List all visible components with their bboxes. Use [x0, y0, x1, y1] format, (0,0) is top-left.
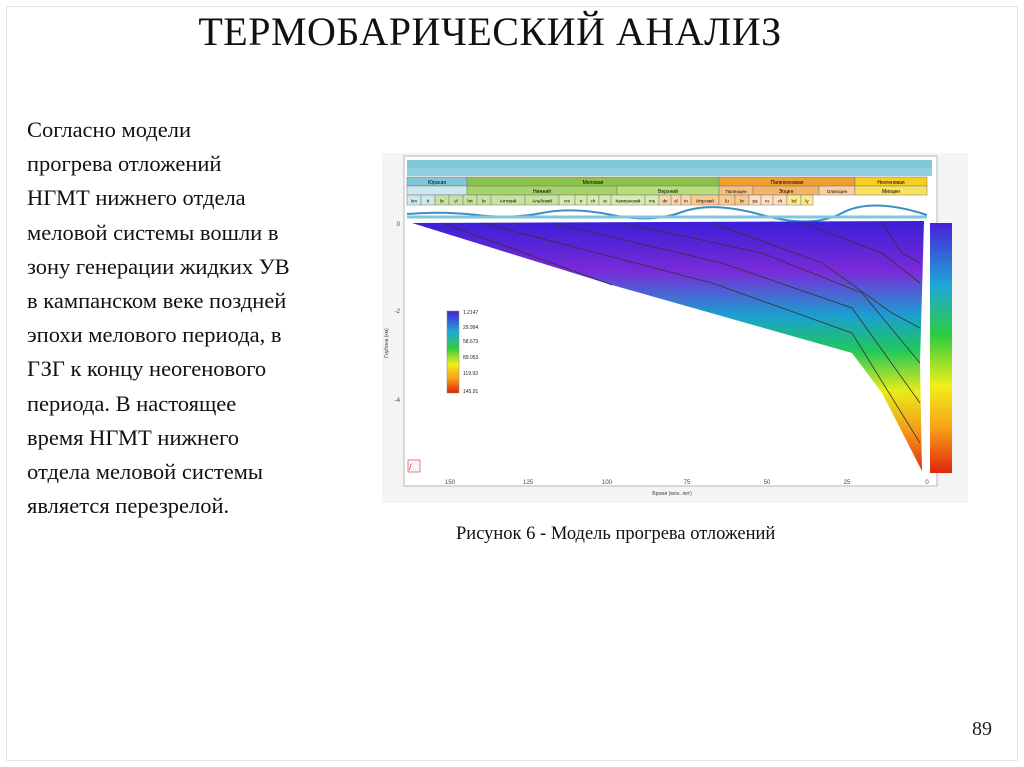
body-line: НГМТ нижнего отдела [27, 185, 246, 211]
y-tick: -4 [394, 398, 400, 404]
y-tick: -2 [394, 309, 400, 315]
strat-stage-label: sl [674, 198, 678, 204]
x-tick: 25 [843, 480, 851, 486]
body-line: в кампанском веке поздней [27, 288, 287, 314]
body-line: отдела меловой системы [27, 459, 264, 485]
strat-stage-label: tr [579, 198, 583, 204]
strat-label: Олигоцен [826, 189, 848, 194]
software-logo-glyph: / [409, 462, 412, 472]
strat-stage-label: cm [564, 198, 570, 204]
x-tick: 125 [522, 480, 534, 486]
strat-label: Меловая [582, 180, 604, 186]
page-number: 89 [972, 718, 992, 740]
body-line: является перезрелой. [27, 493, 230, 519]
strat-stage-label: ch [777, 198, 783, 204]
strat-label: Нижний [532, 189, 552, 195]
strat-label: Эоцен [778, 189, 794, 195]
strat-label: Верхний [658, 189, 678, 195]
x-tick: 50 [763, 480, 771, 486]
strat-stage-label: hrt [467, 198, 473, 204]
strat-label: Неогеновая [877, 180, 905, 186]
burial-history-chart [382, 153, 968, 503]
legend-value: 58.673 [463, 339, 479, 345]
strat-stage-label: ru [764, 198, 770, 204]
legend-value: 1.2147 [463, 310, 479, 316]
strat-stage-label: Ипрский [696, 198, 714, 204]
strat-label: Юрская [427, 180, 447, 186]
strat-stage-label: bd [791, 198, 797, 204]
y-tick: 0 [396, 222, 400, 228]
body-line: время НГМТ нижнего [27, 424, 239, 450]
body-line: меловой системы вошли в [27, 219, 279, 245]
strat-label: Палеогеновая [770, 180, 804, 186]
strat-row-epochs [407, 186, 927, 195]
y-axis-label: Глубина (км) [384, 328, 390, 358]
strat-stage-label: dn [662, 198, 668, 204]
legend-value: 89.053 [463, 355, 479, 361]
strat-label: Миоцен [881, 189, 901, 195]
right-color-bar [930, 223, 952, 473]
burial-history-figure [382, 153, 968, 503]
legend-value: 145.91 [463, 389, 479, 395]
strat-stage-label: km [411, 198, 417, 204]
strat-row-stages [407, 195, 813, 205]
strat-stage-label: Альбский [532, 198, 552, 204]
strat-stage-label: lu [725, 198, 729, 204]
strat-stage-label: Кампанский [615, 198, 641, 204]
strat-stage-label: ly [805, 198, 809, 204]
strat-stage-label: tn [684, 198, 688, 204]
legend-value: 119.93 [463, 371, 478, 377]
strat-stage-label: br [481, 198, 487, 204]
x-tick: 100 [601, 480, 613, 486]
strat-stage-label: st [603, 198, 607, 204]
y-axis [384, 222, 401, 404]
strat-stage-label: tt [426, 198, 430, 204]
body-line: ГЗГ к концу неогенового [27, 356, 267, 382]
strat-label: Палеоцен [725, 189, 747, 194]
legend-value: 29.994 [463, 325, 479, 331]
figure-caption: Рисунок 6 - Модель прогрева отложений [456, 524, 776, 544]
body-line: периода. В настоящее [27, 390, 237, 416]
strat-stage-label: Аптский [499, 198, 517, 204]
body-line: прогрева отложений [27, 151, 222, 177]
strat-stage-label: ms [649, 198, 655, 204]
strat-row-periods [407, 177, 927, 186]
strat-stage-label: ch [590, 198, 596, 204]
strat-stage-label: pa [752, 198, 758, 204]
body-line: Согласно модели [27, 117, 192, 142]
legend-color-scale [447, 311, 459, 393]
x-tick: 150 [444, 480, 456, 486]
body-line: эпохи мелового периода, в [27, 322, 282, 348]
x-tick: 0 [925, 480, 929, 486]
strat-top-band [407, 168, 932, 176]
body-text [27, 113, 377, 523]
body-line: зону генерации жидких УВ [27, 253, 290, 279]
strat-stage-label: br [439, 198, 445, 204]
x-tick: 75 [683, 480, 691, 486]
strat-stage-label: vl [454, 198, 458, 204]
x-axis-label: Время (млн. лет) [652, 491, 692, 497]
strat-top-band [407, 160, 932, 168]
strat-stage-label: br [739, 198, 745, 204]
slide-title: ТЕРМОБАРИЧЕСКИЙ АНАЛИЗ [198, 9, 782, 54]
